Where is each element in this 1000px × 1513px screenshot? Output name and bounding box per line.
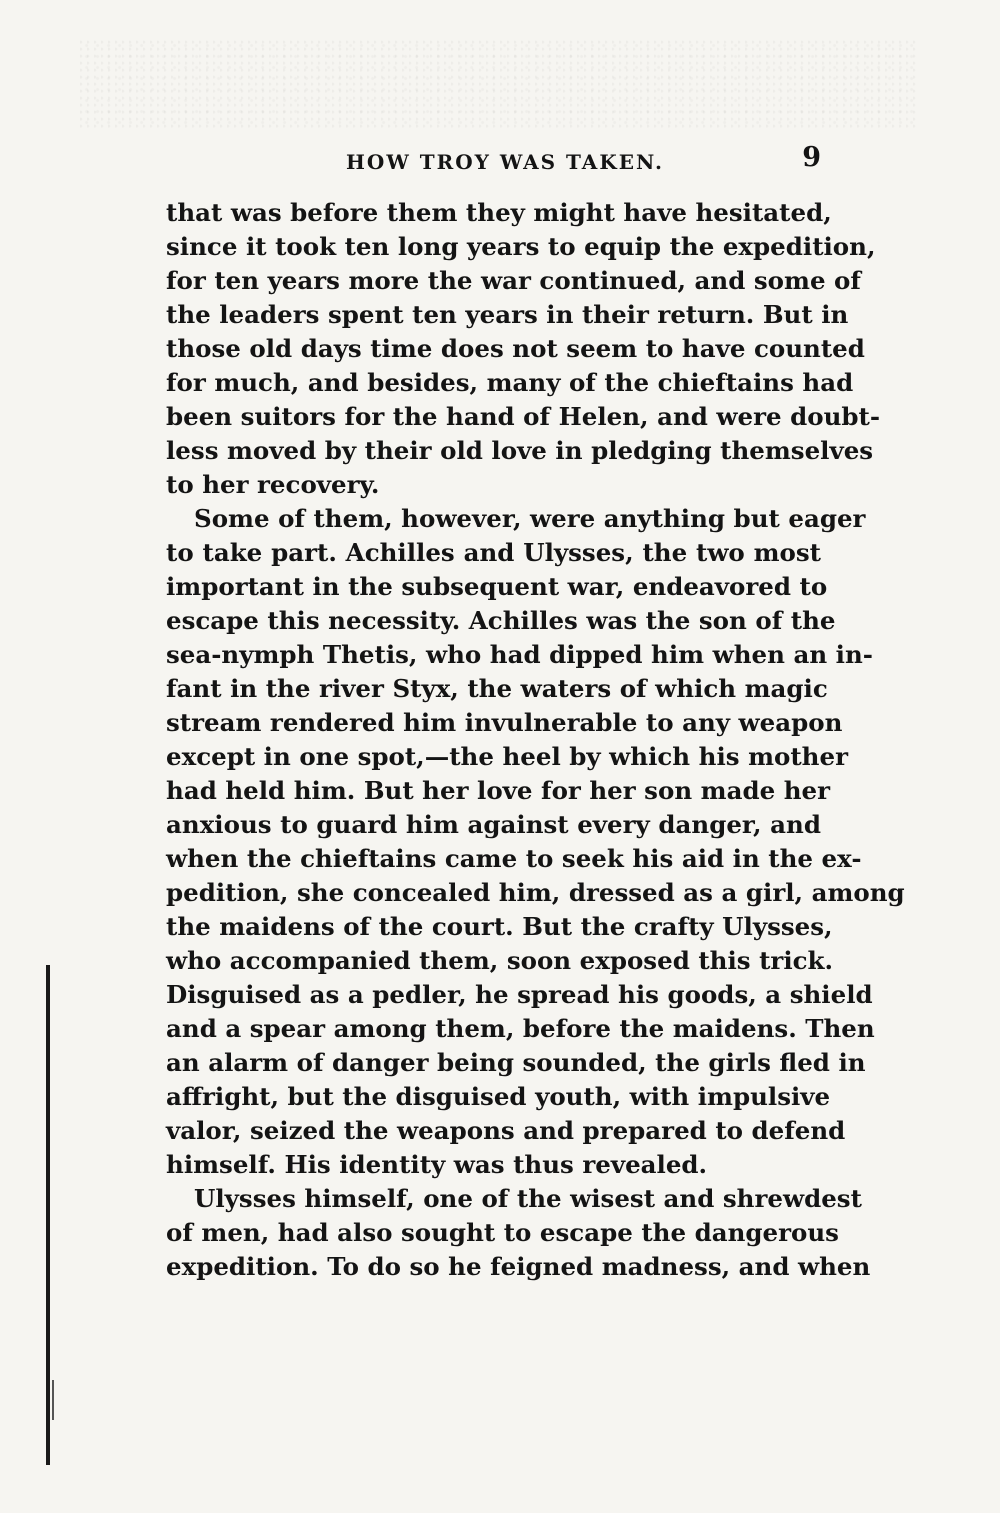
paragraph [166, 502, 905, 1182]
text-line: since it took ten long years to equip the expedition, [166, 232, 876, 261]
text-line: been suitors for the hand of Helen, and were doubt- [166, 402, 881, 431]
text-line: that was before them they might have hesitated, [166, 198, 832, 227]
text-line: to take part. Achilles and Ulysses, the two most [166, 538, 821, 567]
text-line: for much, and besides, many of the chieftains had [166, 368, 854, 397]
running-head: HOW TROY WAS TAKEN. [346, 150, 664, 174]
text-line: except in one spot,—the heel by which his mother [166, 742, 848, 771]
body-text [166, 196, 905, 1284]
text-line: the leaders spent ten years in their return. But in [166, 300, 849, 329]
text-line: the maidens of the court. But the crafty Ulysses, [166, 912, 833, 941]
paragraph [166, 1182, 871, 1284]
paragraph [166, 196, 881, 502]
text-line: who accompanied them, soon exposed this trick. [166, 946, 834, 975]
scan-noise [80, 40, 920, 130]
text-line: when the chieftains came to seek his aid in the ex- [166, 844, 862, 873]
text-line: Ulysses himself, one of the wisest and shrewdest [194, 1184, 862, 1213]
page-number: 9 [802, 142, 821, 173]
text-line: pedition, she concealed him, dressed as a girl, among [166, 878, 905, 907]
binding-edge-mark-thin [52, 1380, 54, 1420]
text-line: escape this necessity. Achilles was the son of the [166, 606, 836, 635]
text-line: sea-nymph Thetis, who had dipped him when an in- [166, 640, 873, 669]
text-line: important in the subsequent war, endeavored to [166, 572, 828, 601]
text-line: fant in the river Styx, the waters of which magic [166, 674, 828, 703]
text-line: stream rendered him invulnerable to any weapon [166, 708, 843, 737]
text-line: an alarm of danger being sounded, the girls fled in [166, 1048, 866, 1077]
text-line: expedition. To do so he feigned madness, and when [166, 1252, 871, 1281]
text-line: less moved by their old love in pledging themselves [166, 436, 874, 465]
text-line: for ten years more the war continued, and some of [166, 266, 861, 295]
text-line: had held him. But her love for her son made her [166, 776, 831, 805]
text-line: Disguised as a pedler, he spread his goods, a shield [166, 980, 873, 1009]
text-line: those old days time does not seem to have counted [166, 334, 865, 363]
text-line: to her recovery. [166, 470, 380, 499]
text-line: Some of them, however, were anything but eager [194, 504, 866, 533]
text-line: anxious to guard him against every danger, and [166, 810, 821, 839]
binding-edge-mark [46, 965, 50, 1465]
text-line: affright, but the disguised youth, with impulsive [166, 1082, 831, 1111]
text-line: and a spear among them, before the maidens. Then [166, 1014, 875, 1043]
text-line: valor, seized the weapons and prepared to defend [166, 1116, 846, 1145]
page-header [166, 142, 821, 182]
text-line: himself. His identity was thus revealed. [166, 1150, 708, 1179]
text-line: of men, had also sought to escape the dangerous [166, 1218, 839, 1247]
